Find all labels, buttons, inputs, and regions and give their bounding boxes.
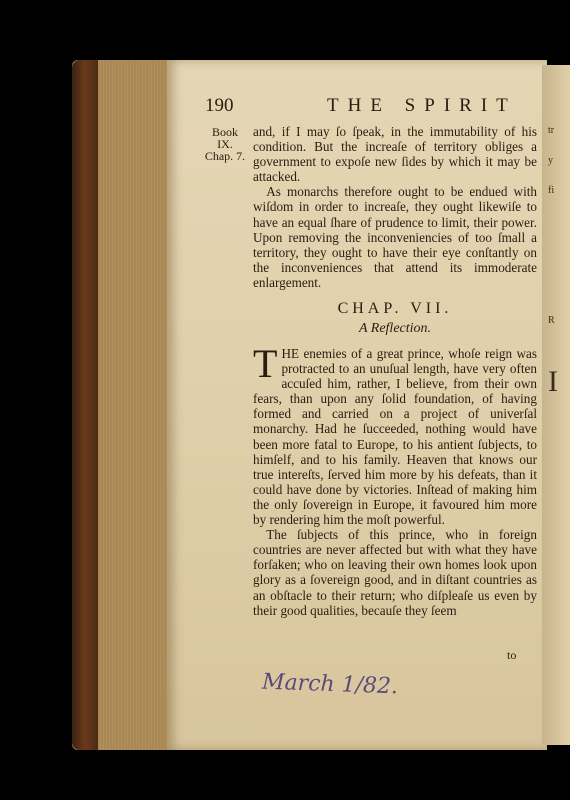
chapter-title: CHAP. VII. (337, 300, 453, 317)
next-page-fragment: I (548, 365, 558, 398)
page-header (167, 95, 547, 117)
catchword: to (507, 648, 517, 662)
running-title: THE SPIRIT (327, 95, 517, 116)
page-number: 190 (205, 95, 234, 116)
book (72, 60, 570, 750)
drop-cap: T (253, 341, 278, 386)
next-page-fragment: fi (548, 185, 555, 196)
next-page-fragment: tr (548, 125, 555, 136)
next-page-edge (542, 65, 570, 745)
next-page-fragment: y (548, 155, 553, 166)
body-text-chapter (253, 341, 537, 618)
chapter-heading (253, 300, 537, 337)
paragraph-1: and, if I may ſo ſpeak, in the immutability of his condition. But the increaſe of territory obliges a government to expoſe new ſides by which it may be attacked. (253, 124, 537, 185)
handwritten-date: March 1/82. (261, 669, 399, 700)
next-page-fragment: R (548, 315, 555, 326)
book-cover-edge (72, 60, 98, 750)
margin-note (204, 126, 246, 162)
chapter-subtitle: A Reflection. (358, 321, 432, 336)
book-page (167, 60, 547, 750)
paragraph-4: The ſubjects of this prince, who in foreign countries are never affected but with what they have forſaken; who on leaving their own homes look upon glory as a ſovereign good, and in diſtant countries as an obſtacle to their return; who diſpleaſe us even by their good qualities, becauſe they ſeem (253, 527, 537, 618)
paragraph-3-text: HE enemies of a great prince, whoſe reign was protracted to an unuſual length, have very often accuſed him, rather, I believe, from their own fears, than upon any ſolid foundation, of having formed and carried on a project of univerſal monarchy. Had he ſucceeded, nothing would have been more fatal to Europe, to his antient ſubjects, to himſelf, and to his family. Heaven that knows our true intereſts, ſerved him more by his defeats, than it could have done by victories. Inſtead of making him the only ſovereign in Europe, it favoured him more by rendering him the moſt powerful. (253, 346, 537, 528)
margin-note-chapter: Chap. 7. (204, 149, 246, 163)
paragraph-3 (253, 341, 537, 528)
paragraph-2: As monarchs therefore ought to be endued with wiſdom in order to increaſe, they ought likewiſe to have an equal ſhare of prudence to limit, their power. Upon removing the inconveniencies of too ſmall a territory, they ought to have their eye conſtantly on the inconveniences that attend its immoderate enlargement. (253, 184, 537, 290)
margin-note-number: IX. (217, 137, 233, 151)
margin-note-book: Book (211, 125, 238, 139)
body-text-top (253, 124, 537, 290)
